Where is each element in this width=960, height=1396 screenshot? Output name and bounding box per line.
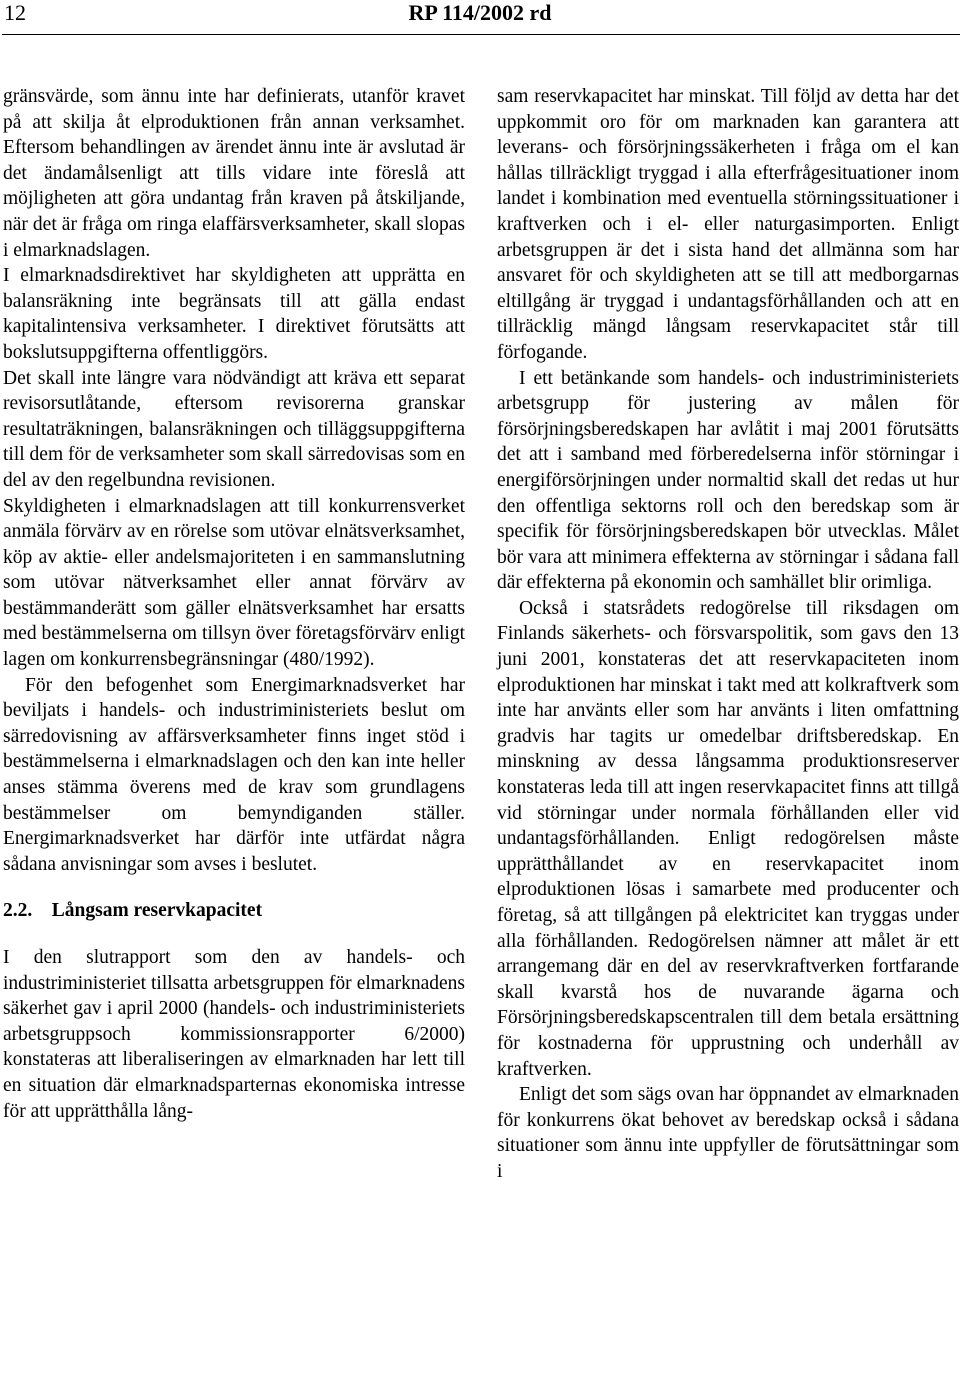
- paragraph: gränsvärde, som ännu inte har definierats, utanför kravet på att skilja åt elproduktionen från annan verksamhet. Eftersom behandlingen av ärendet ännu inte är avslutad är det ändamålsenligt att tills vidare inte föreslå att möjligheten att göra undantag från kraven på åtskiljande, när det är fråga om ringa elaffärsverksamheter, skall slopas i elmarknadslagen.: [3, 86, 465, 261]
- paragraph: I ett betänkande som handels- och industriministeriets arbetsgrupp för justering av målen för försörjningsberedskapen har avlåtit i maj 2001 förutsätts det att i samband med förberedelserna inför störningar i energiförsörjningen under normaltid skall det redas ut hur den offentliga sektorns roll och den beredskap som är specifik för försörjningsberedskapen bör utvecklas. Målet bör vara att minimera effekterna av störningar i sådana fall där effekterna på ekonomin och samhället blir orimliga.: [497, 367, 959, 594]
- right-column: [497, 84, 959, 1185]
- page-header: [0, 0, 960, 34]
- left-column: [3, 84, 465, 1124]
- paragraph: Enligt det som sägs ovan har öppnandet av elmarknaden för konkurrens ökat behovet av beredskap också i sådana situationer som ännu inte uppfyller de förutsättningar som i: [497, 1084, 959, 1182]
- right-paragraphs: [497, 84, 959, 1185]
- left-paragraphs-before: [3, 84, 465, 877]
- header-rule: [2, 34, 960, 35]
- left-paragraphs-after: [3, 945, 465, 1124]
- paragraph: För den befogenhet som Energimarknadsverket har beviljats i handels- och industriministeriets beslut om särredovisning av affärsverksamheter finns inget stöd i bestämmelserna i elmarknadslagen och den kan inte heller anses stämma överens med de krav som grundlagens bestämmelser om bemyndiganden ställer. Energimarknadsverket har därför inte utfärdat några sådana anvisningar som avses i beslutet.: [3, 674, 465, 875]
- paragraph: Skyldigheten i elmarknadslagen att till konkurrensverket anmäla förvärv av en rörelse som utövar elnätsverksamhet, köp av aktie- eller andelsmajoriteten i en sammanslutning som utövar nätverksamhet eller annat förvärv av bestämmanderätt som gäller elnätsverksamhet har ersatts med bestämmelserna om tillsyn över företagsförvärv enligt lagen om konkurrensbegränsningar (480/1992).: [3, 495, 465, 671]
- section-heading: 2.2. Långsam reservkapacitet: [3, 900, 263, 922]
- paragraph: sam reservkapacitet har minskat. Till följd av detta har det uppkommit oro för om marknaden kan garantera att leverans- och försörjningssäkerheten i fråga om el kan hållas tillräckligt tryggad i alla efterfrågesituationer inom landet i kombination med eventuella störningssituationer i kraftverken och i el- eller naturgasimporten. Enligt arbetsgruppen är det i sista hand det allmänna som har ansvaret för och skyldigheten att se till att medborgarnas eltillgång är tryggad i undantagsförhållanden och att en tillräcklig mängd långsam reservkapacitet står till förfogande.: [497, 86, 959, 363]
- page-number: 12: [4, 0, 26, 25]
- paragraph: Det skall inte längre vara nödvändigt att kräva ett separat revisorsutlåtande, eftersom revisorerna granskar resultaträkningen, balansräkningen och tilläggsuppgifterna till dem för de verksamheter som skall särredovisas som en del av den regelbundna revisionen.: [3, 367, 465, 491]
- paragraph: Också i statsrådets redogörelse till riksdagen om Finlands säkerhets- och försvarspolitik, som gavs den 13 juni 2001, konstateras det att reservkapaciteten inom elproduktionen har minskat i takt med att kolkraftverk som inte har använts eller som har använts i liten omfattning gradvis har tagits ur omedelbar driftsberedskap. En minskning av dessa långsamma produktionsreserver konstateras leda till att ingen reservkapacitet finns att tillgå vid störningar under normala förhållanden eller vid undantagsförhållanden. Enligt redogörelsen måste upprätthållandet av en reservkapacitet inom elproduktionen lösas i samarbete med producenter och företag, så att tillgången på elektricitet kan tryggas under alla förhållanden. Redogörelsen nämner att målet är ett arrangemang där en del av reservkraftverken fortfarande skall kvarstå hos de nuvarande ägarna och Försörjningsberedskapscentralen till dem betala ersättning för kostnaderna för upprustning och underhåll av kraftverken.: [497, 597, 959, 1080]
- paragraph: I elmarknadsdirektivet har skyldigheten att upprätta en balansräkning inte begränsats till att gälla endast kapitalintensiva verksamheter. I direktivet förutsätts att bokslutsuppgifterna offentliggörs.: [3, 265, 465, 363]
- paragraph: I den slutrapport som den av handels- och industriministeriet tillsatta arbetsgruppen för elmarknadens säkerhet gav i april 2000 (handels- och industriministeriets arbetsgruppsoch kommissionsrapporter 6/2000) konstateras att liberaliseringen av elmarknaden har lett till en situation där elmarknadsparternas ekonomiska intresse för att upprätthålla lång-: [3, 947, 465, 1122]
- report-id: RP 114/2002 rd: [408, 0, 552, 25]
